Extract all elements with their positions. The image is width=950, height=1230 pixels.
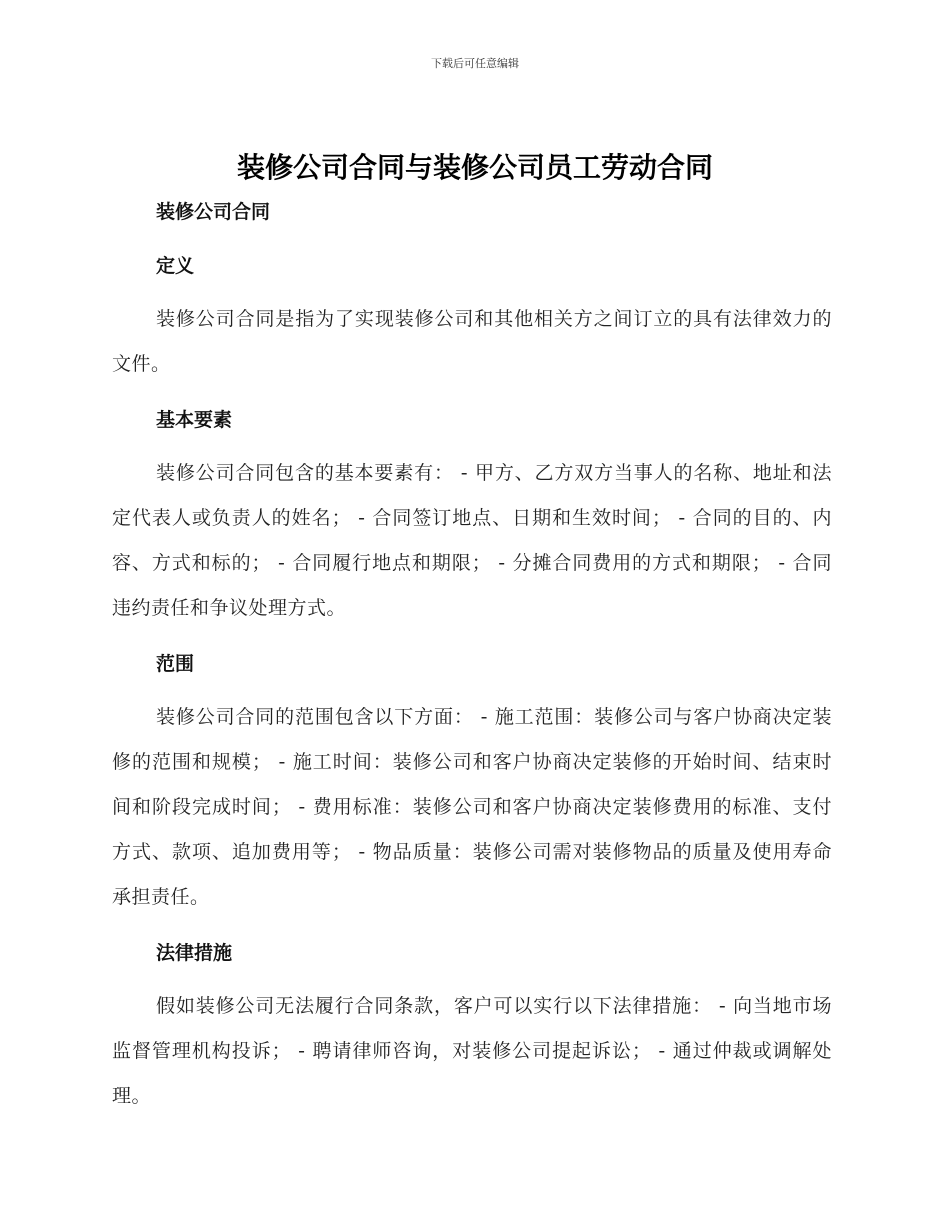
section-heading-basic-elements: 基本要素	[156, 409, 233, 431]
section-body-basic-elements: 装修公司合同包含的基本要素有： - 甲方、乙方双方当事人的名称、地址和法定代表人或负责人的姓名； - 合同签订地点、日期和生效时间； - 合同的目的、内容、方式和标的； - 合同履行地点和期限； - 分摊合同费用的方式和期限； - 合同违约责任和争议处理方式。	[112, 462, 832, 619]
section-heading-definition: 定义	[156, 255, 195, 277]
section-body-legal-measures: 假如装修公司无法履行合同条款，客户可以实行以下法律措施： - 向当地市场监督管理机构投诉； - 聘请律师咨询，对装修公司提起诉讼； - 通过仲裁或调解处理。	[112, 995, 832, 1107]
section-body-definition: 装修公司合同是指为了实现装修公司和其他相关方之间订立的具有法律效力的文件。	[112, 308, 832, 375]
document-body	[112, 198, 832, 1119]
section-body-scope: 装修公司合同的范围包含以下方面： - 施工范围：装修公司与客户协商决定装修的范围和规模； - 施工时间：装修公司和客户协商决定装修的开始时间、结束时间和阶段完成时间； - 费用标准：装修公司和客户协商决定装修费用的标准、支付方式、款项、追加费用等； - 物品质量：装修公司需对装修物品的质量及使用寿命承担责任。	[112, 706, 832, 908]
header-note: 下载后可任意编辑	[431, 57, 519, 70]
document-title: 装修公司合同与装修公司员工劳动合同	[236, 151, 713, 184]
section-heading-legal-measures: 法律措施	[156, 942, 233, 964]
section-heading-contract: 装修公司合同	[156, 201, 271, 223]
section-heading-scope: 范围	[156, 653, 195, 675]
